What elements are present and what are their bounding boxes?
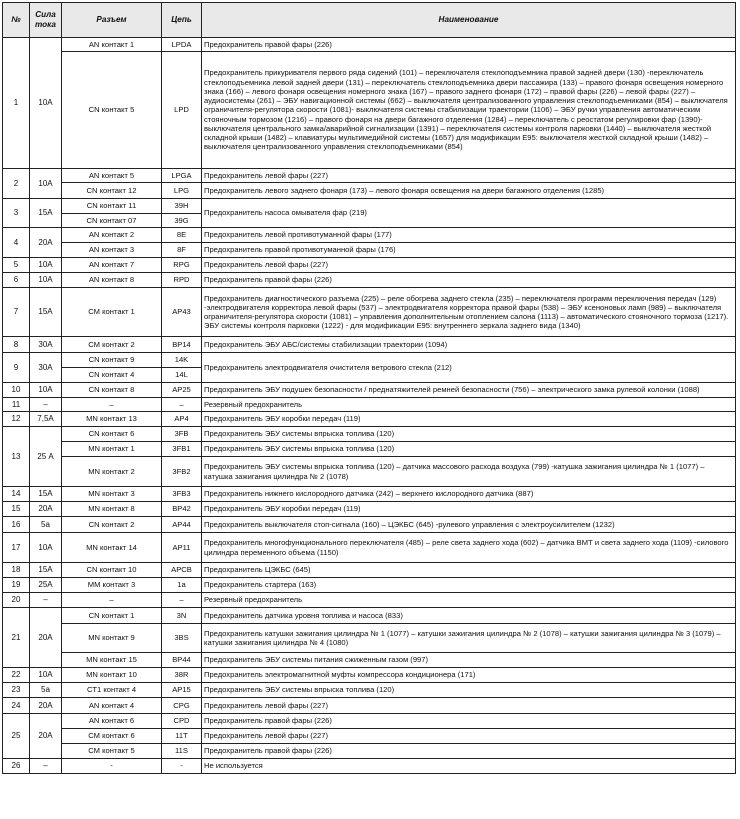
table-row: [3, 457, 736, 487]
connector-cell: CM контакт 6: [62, 729, 162, 744]
description-cell: Предохранитель стартера (163): [202, 578, 736, 593]
connector-cell: AN контакт 5: [62, 169, 162, 183]
fuse-number: 21: [3, 608, 30, 668]
connector-cell: AN контакт 3: [62, 243, 162, 258]
fuse-number: 24: [3, 698, 30, 714]
fuse-current: 20А: [30, 228, 62, 258]
header-connector: Разъем: [62, 3, 162, 38]
table-row: [3, 653, 736, 668]
fuse-number: 15: [3, 502, 30, 517]
circuit-cell: 3FB3: [162, 487, 202, 502]
header-circuit: Цепь: [162, 3, 202, 38]
table-row: [3, 288, 736, 337]
connector-cell: MN контакт 10: [62, 668, 162, 683]
circuit-cell: 11S: [162, 744, 202, 759]
connector-cell: CM контакт 2: [62, 337, 162, 353]
fuse-number: 20: [3, 593, 30, 608]
fuse-number: 22: [3, 668, 30, 683]
table-header-row: [3, 3, 736, 38]
connector-cell: CN контакт 1: [62, 608, 162, 624]
fuse-current: 25 А: [30, 427, 62, 487]
circuit-cell: AP44: [162, 517, 202, 533]
description-cell: Предохранитель электродвигателя очистителя ветрового стекла (212): [202, 353, 736, 383]
circuit-cell: 14K: [162, 353, 202, 368]
fuse-number: 6: [3, 273, 30, 288]
table-row: [3, 337, 736, 353]
table-row: [3, 38, 736, 52]
table-row: [3, 183, 736, 199]
fuse-current: –: [30, 398, 62, 412]
description-cell: Предохранитель правой фары (226): [202, 714, 736, 729]
connector-cell: MN контакт 1: [62, 442, 162, 457]
connector-cell: CN контакт 9: [62, 353, 162, 368]
circuit-cell: -: [162, 759, 202, 774]
fuse-number: 18: [3, 563, 30, 578]
fuse-number: 7: [3, 288, 30, 337]
connector-cell: CM контакт 5: [62, 744, 162, 759]
header-current: Сила тока: [30, 3, 62, 38]
description-cell: Резервный предохранитель: [202, 593, 736, 608]
description-cell: Предохранитель ЭБУ системы впрыска топлива (120): [202, 442, 736, 457]
fuse-current: 10А: [30, 383, 62, 398]
description-cell: Предохранитель диагностического разъема (225) – реле обогрева заднего стекла (235) – переключателя программ переключения передач (129) -электродвигателя корректора левой фары (537) – электродвигателя корректора правой фары (538) – ЭБУ ксеноновых ламп (989) – выключателя ограничителя-регулятора скорости (1081) – управления дополнительным отоплением салона (1113) – автоматического стояночного тормоза (1217). ЭБУ системы контроля парковки (1222) - для модификации E95: внутреннего зеркала заднего вида (1340): [202, 288, 736, 337]
description-cell: Предохранитель ЦЭКБС (645): [202, 563, 736, 578]
description-cell: Предохранитель многофункционального переключателя (485) – реле света заднего хода (602) – датчика ВМТ и света заднего хода (1109) -силового цилиндра переменного объема (1150): [202, 533, 736, 563]
table-row: [3, 228, 736, 243]
description-cell: Предохранитель ЭБУ системы впрыска топлива (120): [202, 683, 736, 698]
fuse-current: 15А: [30, 487, 62, 502]
description-cell: Предохранитель электромагнитной муфты компрессора кондиционера (171): [202, 668, 736, 683]
circuit-cell: CPD: [162, 714, 202, 729]
description-cell: Предохранитель ЭБУ системы впрыска топлива (120) – датчика массового расхода воздуха (799) -катушка зажигания цилиндра № 1 (1077) – катушка зажигания цилиндра № 2 (1078): [202, 457, 736, 487]
table-row: [3, 744, 736, 759]
circuit-cell: BP42: [162, 502, 202, 517]
fuse-current: 10А: [30, 273, 62, 288]
table-row: [3, 608, 736, 624]
description-cell: Предохранитель ЭБУ подушек безопасности / преднатяжителей ремней безопасности (756) – электрического замка рулевой колонки (1088): [202, 383, 736, 398]
fuse-current: 10А: [30, 258, 62, 273]
fuse-number: 9: [3, 353, 30, 383]
description-cell: Предохранитель насоса омывателя фар (219): [202, 199, 736, 228]
circuit-cell: AP11: [162, 533, 202, 563]
connector-cell: CN контакт 11: [62, 199, 162, 214]
description-cell: Предохранитель правой фары (226): [202, 38, 736, 52]
table-row: [3, 199, 736, 214]
circuit-cell: 3FB1: [162, 442, 202, 457]
table-row: [3, 714, 736, 729]
table-row: [3, 683, 736, 698]
circuit-cell: LPDA: [162, 38, 202, 52]
fuse-current: 20А: [30, 698, 62, 714]
circuit-cell: LPGA: [162, 169, 202, 183]
table-row: [3, 273, 736, 288]
connector-cell: MN контакт 3: [62, 487, 162, 502]
connector-cell: CM контакт 1: [62, 288, 162, 337]
fuse-current: 20А: [30, 608, 62, 668]
circuit-cell: AP15: [162, 683, 202, 698]
circuit-cell: 3FB2: [162, 457, 202, 487]
circuit-cell: AP43: [162, 288, 202, 337]
fuse-number: 13: [3, 427, 30, 487]
description-cell: Предохранитель правой фары (226): [202, 273, 736, 288]
description-cell: Предохранитель выключателя стоп-сигнала (160) – ЦЭКБС (645) -рулевого управления с электроусилителем (1232): [202, 517, 736, 533]
description-cell: Предохранитель левой фары (227): [202, 729, 736, 744]
fuse-current: 30А: [30, 337, 62, 353]
fuse-current: 7,5А: [30, 412, 62, 427]
description-cell: Предохранитель левой фары (227): [202, 698, 736, 714]
fuse-current: 10А: [30, 533, 62, 563]
fuse-current: 15А: [30, 563, 62, 578]
table-row: [3, 427, 736, 442]
description-cell: Предохранитель ЭБУ коробки передач (119): [202, 502, 736, 517]
circuit-cell: 3N: [162, 608, 202, 624]
connector-cell: AN контакт 1: [62, 38, 162, 52]
fuse-number: 11: [3, 398, 30, 412]
description-cell: Не используется: [202, 759, 736, 774]
circuit-cell: APCB: [162, 563, 202, 578]
table-row: [3, 759, 736, 774]
fuse-number: 3: [3, 199, 30, 228]
fuse-current: 15А: [30, 288, 62, 337]
table-row: [3, 624, 736, 653]
fuse-current: 20А: [30, 714, 62, 759]
circuit-cell: 39H: [162, 199, 202, 214]
table-row: [3, 487, 736, 502]
connector-cell: CN контакт 12: [62, 183, 162, 199]
circuit-cell: 8F: [162, 243, 202, 258]
description-cell: Предохранитель левой фары (227): [202, 169, 736, 183]
circuit-cell: 8E: [162, 228, 202, 243]
circuit-cell: CPG: [162, 698, 202, 714]
connector-cell: MN контакт 9: [62, 624, 162, 653]
description-cell: Предохранитель датчика уровня топлива и насоса (833): [202, 608, 736, 624]
fuse-current: 25А: [30, 578, 62, 593]
table-row: [3, 412, 736, 427]
circuit-cell: LPG: [162, 183, 202, 199]
description-cell: Резервный предохранитель: [202, 398, 736, 412]
description-cell: Предохранитель нижнего кислородного датчика (242) – верхнего кислородного датчика (887): [202, 487, 736, 502]
fuse-current: 5а: [30, 683, 62, 698]
table-row: [3, 668, 736, 683]
connector-cell: MN контакт 13: [62, 412, 162, 427]
description-cell: Предохранитель правой фары (226): [202, 744, 736, 759]
connector-cell: CN контакт 6: [62, 427, 162, 442]
fuse-current: –: [30, 593, 62, 608]
fuse-current: 30А: [30, 353, 62, 383]
connector-cell: AN контакт 2: [62, 228, 162, 243]
connector-cell: -: [62, 759, 162, 774]
description-cell: Предохранитель ЭБУ системы питания сжиженным газом (997): [202, 653, 736, 668]
circuit-cell: 14L: [162, 368, 202, 383]
connector-cell: MN контакт 8: [62, 502, 162, 517]
fuse-current: 10А: [30, 169, 62, 199]
table-row: [3, 563, 736, 578]
description-cell: Предохранитель прикуривателя первого ряда сидений (101) – переключателя стеклоподъемника правой задней двери (130) -переключатель стеклоподъемника левой задней двери (131) – переключатель стеклоподъемника двери пассажира (133) – правого фонаря освещения номерного знака (166) – левого фонаря освещения номерного знака (167) – правого заднего фонаря (172) – правой фары (226) – левой фары (227) – аудиосистемы (261) – ЭБУ навигационной системы (662) – выключателя централизованного управления стеклоподъемниками (854) – выключателя ограничителя-регулятора скорости (1081)- выключателя системы стабилизации траектории (1106) – ЭБУ ручки управления автоматическим стояночным тормозом (1216) – правого фонаря на двери багажного отделения (1284) – переключатель с реостатом регулировки фар (1390)- выключателя центрального замка/аварийной сигнализации (1391) – переключателя системы контроля парковки (1440) – выключателя жесткой складной крыши (1482) – клавиатуры мультимедийной системы (1657) для модификации E95: выключателя жесткой складной крыши (1482) – выключателя централизованного управления стеклоподъемниками (854): [202, 52, 736, 169]
table-row: [3, 243, 736, 258]
connector-cell: CT1 контакт 4: [62, 683, 162, 698]
table-row: [3, 52, 736, 169]
connector-cell: CN контакт 10: [62, 563, 162, 578]
fuse-number: 10: [3, 383, 30, 398]
description-cell: Предохранитель катушки зажигания цилиндра № 1 (1077) – катушки зажигания цилиндра № 2 (1078) – катушки зажигания цилиндра № 3 (1079) – катушки зажигания цилиндра № 4 (1080): [202, 624, 736, 653]
circuit-cell: 3BS: [162, 624, 202, 653]
table-row: [3, 533, 736, 563]
header-name: Наименование: [202, 3, 736, 38]
table-row: [3, 169, 736, 183]
connector-cell: CN контакт 2: [62, 517, 162, 533]
table-row: [3, 502, 736, 517]
table-row: [3, 698, 736, 714]
table-row: [3, 578, 736, 593]
fuse-current: 20А: [30, 502, 62, 517]
fuse-current: –: [30, 759, 62, 774]
connector-cell: MN контакт 15: [62, 653, 162, 668]
connector-cell: AN контакт 7: [62, 258, 162, 273]
circuit-cell: BP14: [162, 337, 202, 353]
connector-cell: AN контакт 6: [62, 714, 162, 729]
fuse-number: 23: [3, 683, 30, 698]
fuse-number: 16: [3, 517, 30, 533]
fuse-number: 1: [3, 38, 30, 169]
description-cell: Предохранитель ЭБУ АБС/системы стабилизации траектории (1094): [202, 337, 736, 353]
connector-cell: CN контакт 8: [62, 383, 162, 398]
connector-cell: MM контакт 3: [62, 578, 162, 593]
connector-cell: CN контакт 5: [62, 52, 162, 169]
table-row: [3, 442, 736, 457]
fuse-number: 17: [3, 533, 30, 563]
description-cell: Предохранитель левой фары (227): [202, 258, 736, 273]
connector-cell: –: [62, 398, 162, 412]
circuit-cell: AP4: [162, 412, 202, 427]
description-cell: Предохранитель правой противотуманной фары (176): [202, 243, 736, 258]
fuse-current: 15А: [30, 199, 62, 228]
table-row: [3, 353, 736, 368]
fuse-number: 12: [3, 412, 30, 427]
circuit-cell: –: [162, 398, 202, 412]
connector-cell: AN контакт 4: [62, 698, 162, 714]
table-row: [3, 517, 736, 533]
table-row: [3, 729, 736, 744]
fuse-number: 19: [3, 578, 30, 593]
fuse-number: 25: [3, 714, 30, 759]
fuse-number: 8: [3, 337, 30, 353]
fuse-number: 2: [3, 169, 30, 199]
circuit-cell: –: [162, 593, 202, 608]
table-body: [3, 38, 736, 774]
circuit-cell: 3FB: [162, 427, 202, 442]
fuse-table: [2, 2, 736, 774]
fuse-number: 26: [3, 759, 30, 774]
connector-cell: MN контакт 2: [62, 457, 162, 487]
connector-cell: –: [62, 593, 162, 608]
fuse-current: 10А: [30, 38, 62, 169]
fuse-number: 14: [3, 487, 30, 502]
circuit-cell: 39G: [162, 214, 202, 228]
description-cell: Предохранитель ЭБУ системы впрыска топлива (120): [202, 427, 736, 442]
connector-cell: CN контакт 07: [62, 214, 162, 228]
connector-cell: MN контакт 14: [62, 533, 162, 563]
fuse-number: 4: [3, 228, 30, 258]
description-cell: Предохранитель ЭБУ коробки передач (119): [202, 412, 736, 427]
circuit-cell: LPD: [162, 52, 202, 169]
fuse-number: 5: [3, 258, 30, 273]
circuit-cell: RPD: [162, 273, 202, 288]
circuit-cell: BP44: [162, 653, 202, 668]
fuse-current: 5а: [30, 517, 62, 533]
circuit-cell: 1a: [162, 578, 202, 593]
connector-cell: AN контакт 8: [62, 273, 162, 288]
description-cell: Предохранитель левой противотуманной фары (177): [202, 228, 736, 243]
table-row: [3, 593, 736, 608]
circuit-cell: RPG: [162, 258, 202, 273]
header-num: №: [3, 3, 30, 38]
circuit-cell: 11T: [162, 729, 202, 744]
table-row: [3, 258, 736, 273]
table-row: [3, 383, 736, 398]
circuit-cell: AP25: [162, 383, 202, 398]
connector-cell: CN контакт 4: [62, 368, 162, 383]
fuse-current: 10А: [30, 668, 62, 683]
circuit-cell: 38R: [162, 668, 202, 683]
description-cell: Предохранитель левого заднего фонаря (173) – левого фонаря освещения на двери багажного отделения (1285): [202, 183, 736, 199]
table-row: [3, 398, 736, 412]
